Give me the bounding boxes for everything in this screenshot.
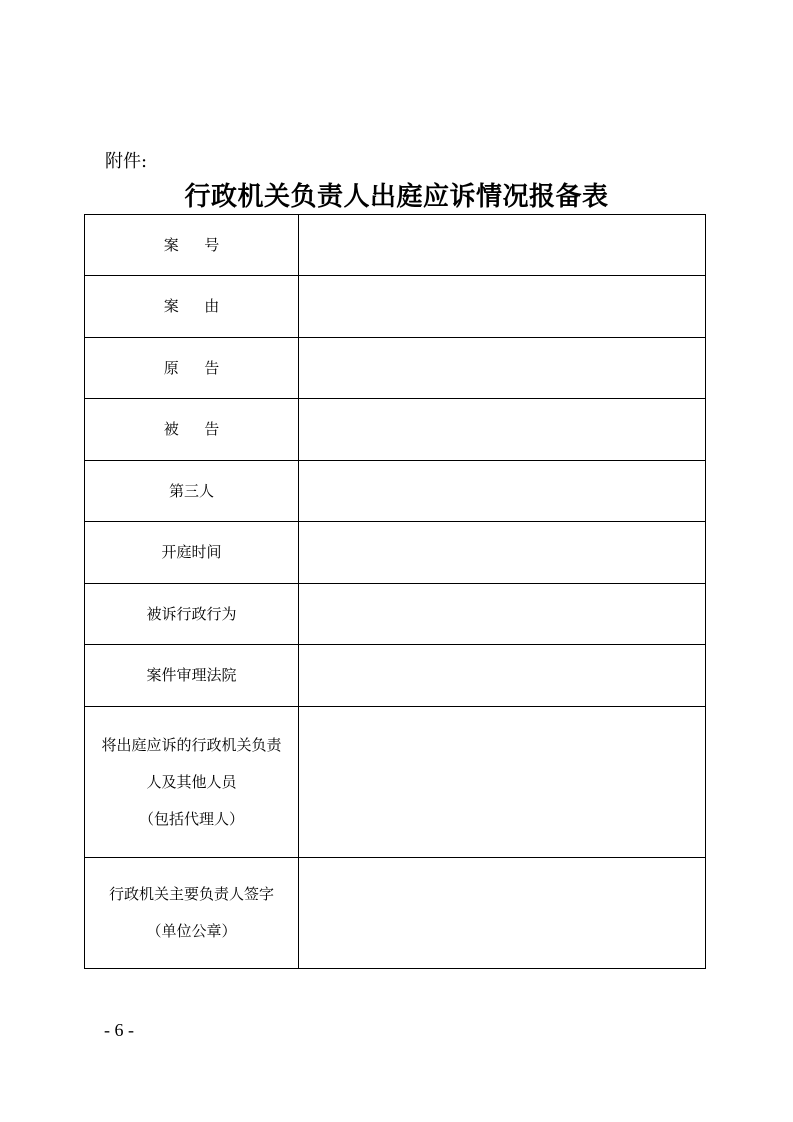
form-title: 行政机关负责人出庭应诉情况报备表 [184,182,609,212]
signature-label-line-1: 行政机关主要负责人签字 [108,885,274,903]
table-row [85,858,706,969]
attending-personnel-label-line-2: 人及其他人员 [146,772,237,791]
case-cause-label [85,276,299,338]
hearing-time-label: 开庭时间 [85,522,299,584]
defendant-field[interactable] [299,399,706,461]
attending-personnel-field[interactable] [299,707,706,858]
third-party-label: 第三人 [85,461,299,522]
hearing-time-field[interactable] [299,522,706,584]
trial-court-field[interactable] [299,645,706,707]
table-row [85,338,706,399]
case-cause-label-text: 案由 [163,297,245,315]
defendant-label [85,399,299,461]
trial-court-label: 案件审理法院 [85,645,299,707]
table-row [85,707,706,858]
signature-label [85,858,299,969]
table-row [85,215,706,276]
signature-field[interactable] [299,858,706,969]
table-row [85,399,706,461]
table-row [85,645,706,707]
case-number-label [85,215,299,276]
challenged-action-label: 被诉行政行为 [85,584,299,645]
table-row [85,522,706,584]
defendant-label-text: 被告 [163,420,245,438]
third-party-field[interactable] [299,461,706,522]
attending-personnel-label-line-1: 将出庭应诉的行政机关负责 [101,735,282,754]
attending-personnel-label-line-3: （包括代理人） [138,809,244,828]
case-number-label-text: 案号 [163,235,245,254]
table-row [85,276,706,338]
signature-label-line-2: （单位公章） [146,922,237,940]
plaintiff-label [85,338,299,399]
plaintiff-field[interactable] [299,338,706,399]
table-row [85,584,706,645]
case-cause-field[interactable] [299,276,706,338]
case-number-field[interactable] [299,215,706,276]
challenged-action-field[interactable] [299,584,706,645]
attending-personnel-label [85,707,299,858]
plaintiff-label-text: 原告 [163,358,245,377]
page-number: - 6 - [104,1020,134,1040]
table-row [85,461,706,522]
attachment-label: 附件: [105,151,148,172]
filing-form-table [84,214,706,969]
